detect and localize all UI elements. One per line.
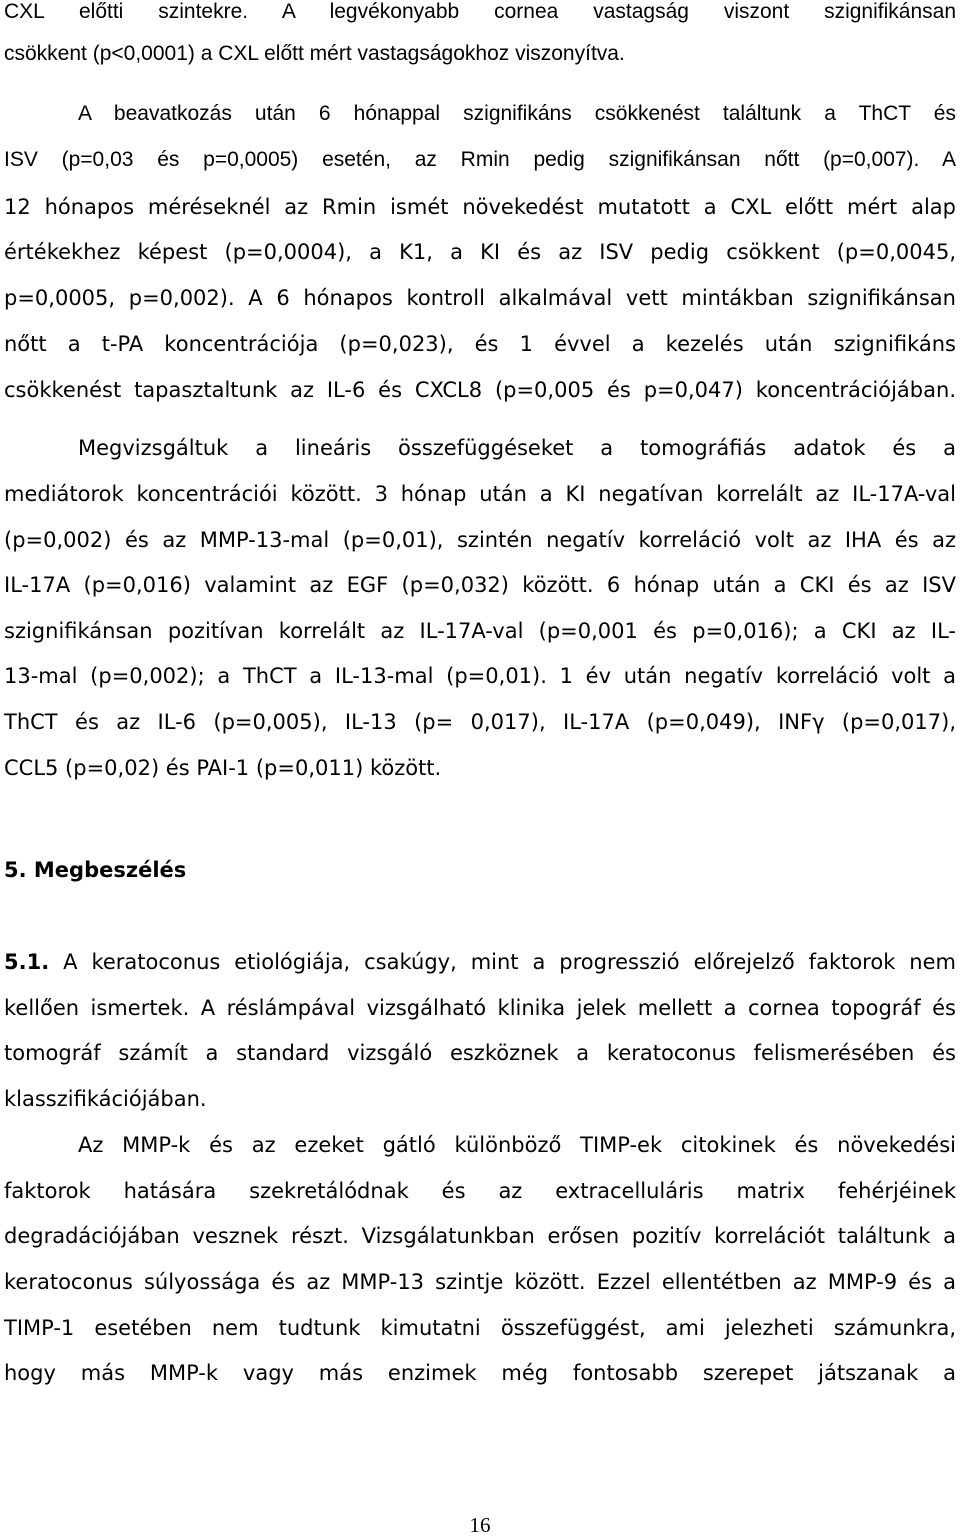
text-line: nőtt a t-PA koncentrációja (p=0,023), és 1 évvel a kezelés után szignifikáns xyxy=(4,332,956,356)
text-line: klasszifikációjában. xyxy=(4,1087,207,1111)
text-line: mediátorok koncentrációi között. 3 hónap után a KI negatívan korrelált az IL-17A-val xyxy=(4,482,956,506)
text-line: kellően ismertek. A réslámpával vizsgálható klinika jelek mellett a cornea topográf és xyxy=(4,996,956,1020)
section-heading: 5. Megbeszélés xyxy=(4,858,187,882)
text-line: Megvizsgáltuk a lineáris összefüggéseket a tomográfiás adatok és a xyxy=(78,436,956,460)
text-line: faktorok hatására szekretálódnak és az extracelluláris matrix fehérjéinek xyxy=(4,1179,956,1203)
subsection-text: A keratoconus etiológiája, csakúgy, mint a progresszió előrejelző faktorok nem xyxy=(63,950,956,974)
text-line: degradációjában vesznek részt. Vizsgálatunkban erősen pozitív korrelációt találtunk a xyxy=(4,1224,956,1248)
text-line: CXL előtti szintekre. A legvékonyabb cornea vastagság viszont szignifikánsan xyxy=(4,0,956,23)
text-line: keratoconus súlyossága és az MMP-13 szintje között. Ezzel ellentétben az MMP-9 és a xyxy=(4,1270,956,1294)
text-line: tomográf számít a standard vizsgáló eszköznek a keratoconus felismerésében és xyxy=(4,1041,956,1065)
text-line: csökkenést tapasztaltunk az IL-6 és CXCL8 (p=0,005 és p=0,047) koncentrációjában. xyxy=(4,378,956,402)
text-line: ISV (p=0,03 és p=0,0005) esetén, az Rmin pedig szignifikánsan nőtt (p=0,007). A xyxy=(4,148,956,171)
text-line: csökkent (p<0,0001) a CXL előtt mért vastagságokhoz viszonyítva. xyxy=(4,42,625,65)
text-line: (p=0,002) és az MMP-13-mal (p=0,01), szintén negatív korreláció volt az IHA és az xyxy=(4,528,956,552)
text-line: Az MMP-k és az ezeket gátló különböző TIMP-ek citokinek és növekedési xyxy=(78,1133,956,1157)
text-line: IL-17A (p=0,016) valamint az EGF (p=0,032) között. 6 hónap után a CKI és az ISV xyxy=(4,573,956,597)
text-line: TIMP-1 esetében nem tudtunk kimutatni összefüggést, ami jelezheti számunkra, xyxy=(4,1316,956,1340)
text-line: A beavatkozás után 6 hónappal szignifikáns csökkenést találtunk a ThCT és xyxy=(78,102,956,125)
text-line: 13-mal (p=0,002); a ThCT a IL-13-mal (p=0,01). 1 év után negatív korreláció volt a xyxy=(4,664,956,688)
text-line: ThCT és az IL-6 (p=0,005), IL-13 (p= 0,017), IL-17A (p=0,049), INFγ (p=0,017), xyxy=(4,710,956,734)
text-line: értékekhez képest (p=0,0004), a K1, a KI és az ISV pedig csökkent (p=0,0045, xyxy=(4,240,956,264)
page-number: 16 xyxy=(469,1513,491,1537)
text-line: 12 hónapos méréseknél az Rmin ismét növekedést mutatott a CXL előtt mért alap xyxy=(4,195,956,219)
subsection-first-line xyxy=(4,948,956,976)
text-line: hogy más MMP-k vagy más enzimek még fontosabb szerepet játszanak a xyxy=(4,1361,956,1385)
text-line: szignifikánsan pozitívan korrelált az IL-17A-val (p=0,001 és p=0,016); a CKI az IL- xyxy=(4,619,956,643)
text-line: CCL5 (p=0,02) és PAI-1 (p=0,011) között. xyxy=(4,756,442,780)
text-line: p=0,0005, p=0,002). A 6 hónapos kontroll alkalmával vett mintákban szignifikánsan xyxy=(4,286,956,310)
subsection-number: 5.1. xyxy=(4,950,50,974)
